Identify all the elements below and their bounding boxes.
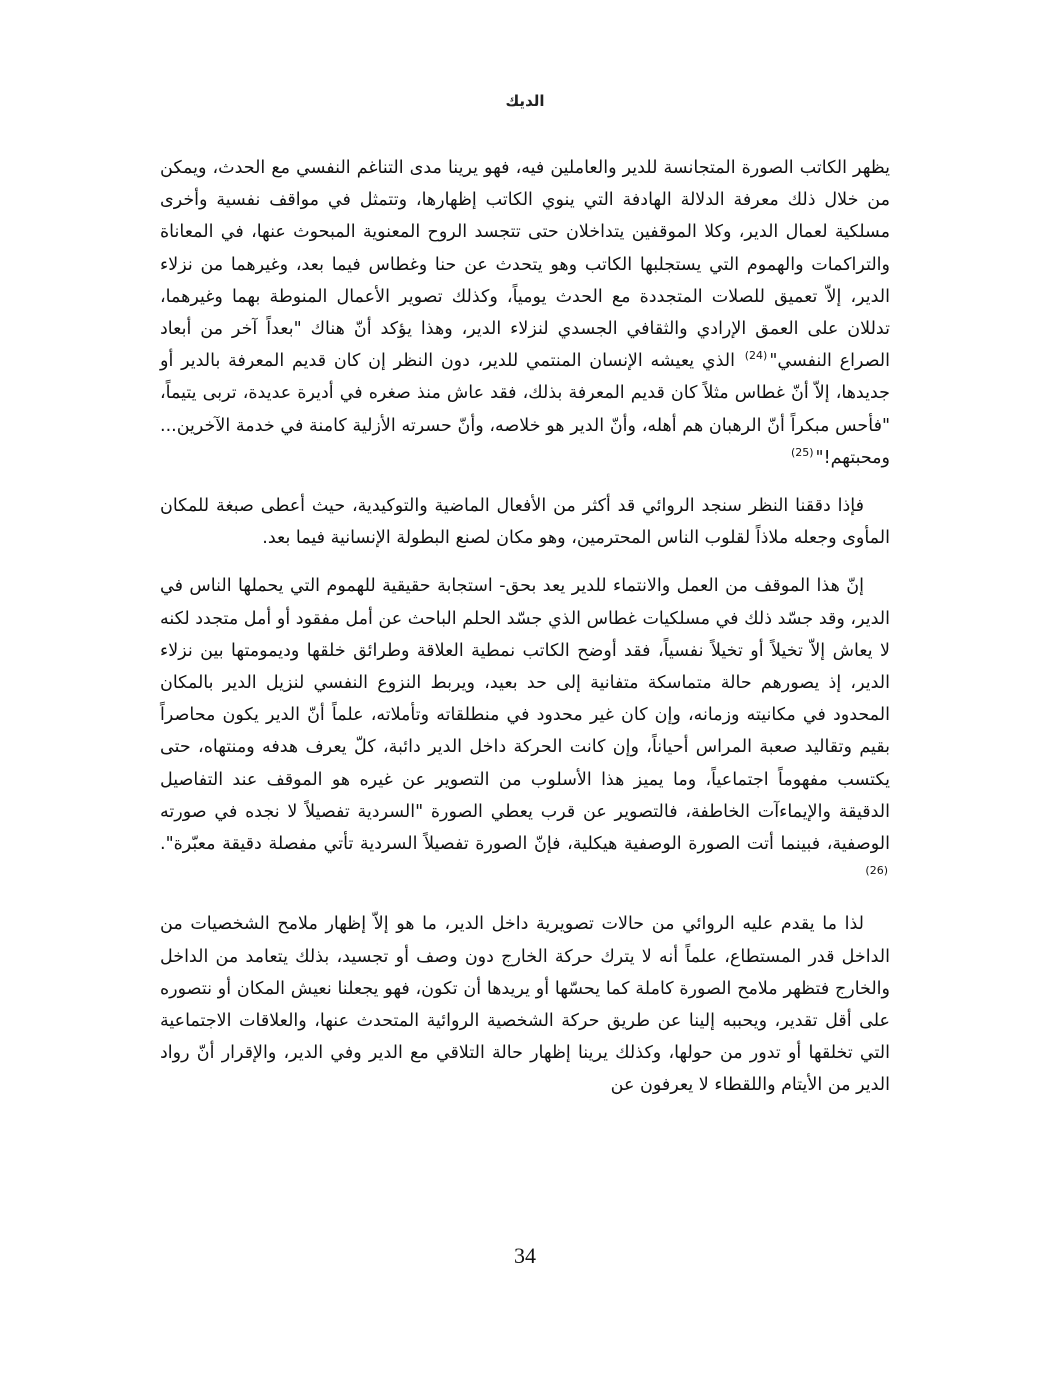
paragraph-3-text: إنّ هذا الموقف من العمل والانتماء للدير يعد بحق- استجابة حقيقية للهموم التي يحملها الناس في الدير، وقد جسّد ذلك في مسلكيات غطاس الذي جسّد الحلم الباحث عن أمل مفقود أو أمل متجدد لكنه لا يعاش إلاّ تخيلاً أو تخيلاً نفسياً، فقد أوضح الكاتب نمطية العلاقة وطرائق خلقها وديمومتها بين نزلاء الدير، إذ يصورهم حالة متماسكة متفانية إلى حد بعيد، ويربط النزوع النفسي لنزيل الدير بالمكان المحدود في مكانيته وزمانه، وإن كان غير محدود في منطلقاته وتأملاته، علماً أنّ الدير يكون محاصراً بقيم وتقاليد صعبة المراس أحياناً، وإن كانت الحركة داخل الدير دائبة، كلّ يعرف هدفه ومنتهاه، حتى يكتسب مفهوماً اجتماعياً، وما يميز هذا الأسلوب من التصوير عن غيره هو الموقف عند التفاصيل الدقيقة والإيماءآت الخاطفة، فالتصوير عن قرب يعطي الصورة "السردية تفصيلاً لا نجده في صورته الوصفية، فبينما أتت الصورة الوصفية هيكلية، فإنّ الصورة تفصيلاً السردية تأتي مفصلة دقيقة معبّرة". — [160, 576, 890, 855]
body-text — [160, 152, 890, 1118]
paragraph-2 — [160, 490, 890, 554]
paragraph-1-text-a: يظهر الكاتب الصورة المتجانسة للدير والعاملين فيه، فهو يرينا مدى التناغم النفسي مع الحدث، ويمكن من خلال ذلك معرفة الدلالة الهادفة التي ينوي الكاتب إظهارها، وتتمثل في مواقف نفسية وأخرى مسلكية لعمال الدير، وكلا الموقفين يتداخلان حتى تتجسد الروح المعنوية المبحوث عنها، في المعاناة والتراكمات والهموم التي يستجلبها الكاتب وهو يتحدث عن حنا وغطاس فيما بعد، وغيرهما من نزلاء الدير، إلاّ تعميق للصلات المتجددة مع الحدث يومياً، وكذلك تصوير الأعمال المنوطة بهما وغيرهما، تدللان على العمق الإرادي والثقافي الجسدي لنزلاء الدير، وهذا يؤكد أنّ هناك "بعداً آخر من أبعاد الصراع النفسي" — [160, 158, 890, 372]
footnote-ref-26[interactable]: (26) — [865, 864, 888, 878]
paragraph-1-text-b: الذي يعيشه الإنسان المنتمي للدير، دون النظر إن كان قديم المعرفة بالدير أو جديدها، إلاّ أنّ غطاس مثلاً كان قديم المعرفة بذلك، فقد عاش منذ صغره في أديرة عديدة، تربى يتيماً، "فأحس مبكراً أنّ الرهبان هم أهله، وأنّ الدير هو خلاصه، وأنّ حسرته الأزلية كامنة في خدمة الآخرين... ومحبتهم!" — [160, 351, 890, 468]
footnote-ref-24[interactable]: (24) — [744, 349, 768, 363]
page-number: 34 — [514, 1243, 536, 1268]
paragraph-4 — [160, 908, 890, 1101]
footnote-ref-25[interactable]: (25) — [790, 446, 814, 459]
paragraph-3 — [160, 570, 890, 892]
paragraph-1 — [160, 152, 890, 474]
paragraph-2-text: فإذا دققنا النظر سنجد الروائي قد أكثر من الأفعال الماضية والتوكيدية، حيث أعطى صبغة للمكان المأوى وجعله ملاذاً لقلوب الناس المحترمين، وهو مكان لصنع البطولة الإنسانية فيما بعد. — [160, 496, 890, 549]
paragraph-4-text: لذا ما يقدم عليه الروائي من حالات تصويرية داخل الدير، ما هو إلاّ إظهار ملامح الشخصيات من الداخل قدر المستطاع، علماً أنه لا يترك حركة الخارج دون وصف أو تجسيد، بذلك يتعامد من الداخل والخارج فتظهر ملامح الصورة كاملة كما يحسّها أو يريدها أن تكون، فهو يجعلنا نعيش المكان أو نتصوره على أقل تقدير، ويحببه إلينا عن طريق حركة الشخصية الروائية المتحدث عنها، والعلاقات الاجتماعية التي تخلقها أو تدور من حولها، وكذلك يرينا إظهار حالة التلاقي مع الدير وفي الدير، والإقرار أنّ رواد الدير من الأيتام واللقطاء لا يعرفون عن — [160, 914, 890, 1096]
running-header: الديك — [505, 92, 545, 110]
